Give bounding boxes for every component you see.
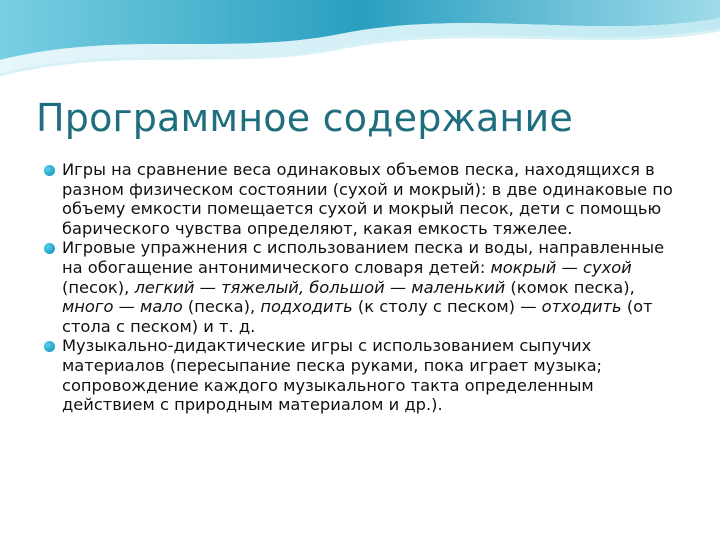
bullet-list	[44, 160, 674, 415]
slide-title: Программное содержание	[36, 96, 573, 140]
bullet-text-segment: (комок песка),	[505, 277, 635, 297]
bullet-item	[44, 160, 674, 238]
bullet-text-segment: мокрый — сухой	[490, 257, 632, 277]
bullet-text-segment: (к столу с песком) —	[352, 297, 542, 317]
bullet-text-segment: подходить	[260, 297, 353, 317]
bullet-text-segment: (песка),	[182, 297, 261, 317]
bullet-text-segment: (от стола с песком) и т. д.	[62, 297, 653, 336]
bullet-dot-icon	[44, 165, 55, 176]
bullet-text-segment: Игры на сравнение веса одинаковых объемов песка, находящихся в разном физическом состоянии (сухой и мокрый): в две одинаковые по объему емкости помещается сухой и мокрый песок, дети с помощью барического чувства определяют, какая емкость тяжелее.	[62, 160, 673, 238]
header-wave-decoration	[0, 0, 720, 90]
bullet-text-segment: Музыкально-дидактические игры с использованием сыпучих материалов (пересыпание песка руками, пока играет музыка; сопровождение каждого музыкального такта определенным действием с природным материалом и др.).	[62, 336, 603, 415]
bullet-text-segment: отходить	[541, 297, 622, 317]
bullet-item	[44, 238, 674, 336]
bullet-text-segment: Игровые упражнения с использованием песка и воды, направленные на обогащение антонимического словаря детей:	[62, 238, 665, 277]
bullet-text-segment: легкий — тяжелый, большой — маленький	[134, 277, 506, 297]
bullet-dot-icon	[44, 243, 55, 254]
bullet-text-segment: много — мало	[62, 297, 183, 317]
bullet-dot-icon	[44, 341, 55, 352]
bullet-text-segment: (песок),	[62, 277, 135, 297]
bullet-item	[44, 336, 674, 414]
